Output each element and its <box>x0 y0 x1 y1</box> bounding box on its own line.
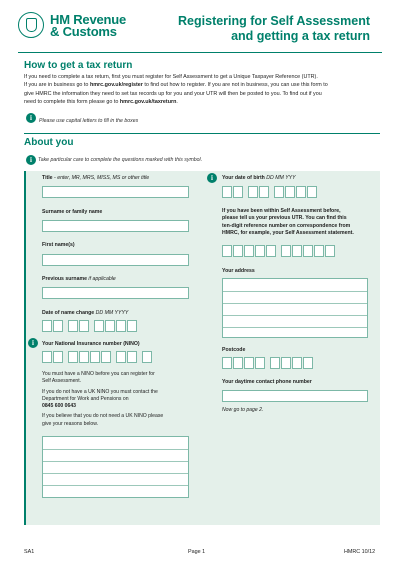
postcode-char-box[interactable] <box>303 357 313 369</box>
dob-digit-box[interactable] <box>285 186 295 198</box>
utr-digit-box[interactable] <box>325 245 335 257</box>
info-icon: i <box>207 173 217 183</box>
next-page-note: Now go to page 2. <box>222 407 264 413</box>
nino-guidance: You must have a NINO before you can register for Self Assessment. If you do not have a UK NINO you must contact the Department for Work and Pensions on 0845 600 0643 If you believe that you do not need a UK NINO please give your reasons below. <box>42 371 164 427</box>
logo-text-line1: HM Revenue <box>50 12 127 27</box>
dwp-phone-number: 0845 600 0643 <box>42 403 76 410</box>
postcode-char-box[interactable] <box>244 357 254 369</box>
date-name-change-label: Date of name change DD MM YYYY <box>42 310 129 316</box>
dob-digit-box[interactable] <box>296 186 306 198</box>
title-label: Title - enter, MR, MRS, MISS, MS or other title <box>42 175 150 181</box>
nino-char-box[interactable] <box>116 351 126 363</box>
dob-digit-box[interactable] <box>307 186 317 198</box>
previous-utr-guidance: If you have been within Self Assessment before, please tell us your previous UTR. You can find this ten-digit reference number on correspondence from HMRC, for example, your Self Assessment statement. <box>222 208 354 237</box>
about-you-heading: About you <box>24 137 74 148</box>
section-divider <box>24 133 380 134</box>
taxreturn-link[interactable]: hmrc.gov.uk/taxreturn <box>119 99 177 106</box>
capital-letters-note: Please use capital letters to fill in the boxes <box>39 118 139 124</box>
date-digit-box[interactable] <box>53 320 63 332</box>
register-link[interactable]: hmrc.gov.uk/register <box>89 82 143 89</box>
nino-char-box[interactable] <box>68 351 78 363</box>
intro-line-4: need to complete this form please go to hmrc.gov.uk/taxreturn. <box>24 99 178 106</box>
postcode-char-box[interactable] <box>233 357 243 369</box>
first-names-label: First name(s) <box>42 242 75 248</box>
dob-digit-box[interactable] <box>274 186 284 198</box>
nino-char-box[interactable] <box>101 351 111 363</box>
dob-digit-box[interactable] <box>222 186 232 198</box>
utr-digit-box[interactable] <box>314 245 324 257</box>
date-digit-box[interactable] <box>68 320 78 332</box>
nino-char-box[interactable] <box>90 351 100 363</box>
address-textarea[interactable] <box>222 278 368 338</box>
postcode-char-box[interactable] <box>281 357 291 369</box>
dob-digit-box[interactable] <box>259 186 269 198</box>
nino-char-box[interactable] <box>53 351 63 363</box>
crown-crest-icon <box>18 12 44 38</box>
no-nino-reasons-textarea[interactable] <box>42 436 189 498</box>
postcode-char-box[interactable] <box>255 357 265 369</box>
date-digit-box[interactable] <box>79 320 89 332</box>
dob-digit-box[interactable] <box>233 186 243 198</box>
footer-version: HMRC 10/12 <box>344 549 376 555</box>
logo-text-line2: & Customs <box>50 24 117 39</box>
dob-digit-box[interactable] <box>248 186 258 198</box>
dob-label: Your date of birth DD MM YYY <box>222 175 296 181</box>
nino-label: Your National Insurance number (NINO) <box>42 341 140 347</box>
utr-digit-box[interactable] <box>266 245 276 257</box>
footer-page-number: Page 1 <box>188 549 206 555</box>
postcode-char-box[interactable] <box>270 357 280 369</box>
about-you-form-panel <box>24 171 380 525</box>
document-title-line1: Registering for Self Assessment <box>178 14 370 28</box>
utr-digit-box[interactable] <box>222 245 232 257</box>
title-input[interactable] <box>42 186 189 198</box>
utr-digit-box[interactable] <box>303 245 313 257</box>
nino-char-box[interactable] <box>142 351 152 363</box>
nino-char-box[interactable] <box>79 351 89 363</box>
utr-digit-box[interactable] <box>233 245 243 257</box>
take-care-note: Take particular care to complete the questions marked with this symbol. <box>38 157 203 163</box>
nino-char-box[interactable] <box>42 351 52 363</box>
first-names-input[interactable] <box>42 254 189 266</box>
phone-input[interactable] <box>222 390 368 402</box>
document-title-line2: and getting a tax return <box>231 29 370 43</box>
intro-text <box>24 73 380 107</box>
utr-digit-box[interactable] <box>281 245 291 257</box>
info-icon: i <box>26 155 36 165</box>
postcode-char-box[interactable] <box>292 357 302 369</box>
utr-digit-box[interactable] <box>292 245 302 257</box>
nino-char-box[interactable] <box>127 351 137 363</box>
intro-line-3: give HMRC the information they need to set tax records up for you and your UTR will then be posted to you. To find out if you <box>24 90 322 97</box>
postcode-label: Postcode <box>222 347 246 353</box>
intro-line-2: If you are in business go to hmrc.gov.uk/register to find out how to register. If you are not in business, you can use this form to <box>24 82 328 89</box>
date-digit-box[interactable] <box>105 320 115 332</box>
header-divider <box>18 52 382 53</box>
footer-form-code: SA1 <box>24 549 35 555</box>
previous-surname-input[interactable] <box>42 287 189 299</box>
date-digit-box[interactable] <box>127 320 137 332</box>
date-digit-box[interactable] <box>42 320 52 332</box>
utr-digit-box[interactable] <box>255 245 265 257</box>
postcode-char-box[interactable] <box>222 357 232 369</box>
surname-input[interactable] <box>42 220 189 232</box>
info-icon: i <box>28 338 38 348</box>
address-label: Your address <box>222 268 255 274</box>
surname-label: Surname or family name <box>42 209 103 215</box>
utr-digit-box[interactable] <box>244 245 254 257</box>
intro-line-1: If you need to complete a tax return, first you must register for Self Assessment to get a Unique Taxpayer Reference (UTR). <box>24 74 318 80</box>
how-to-heading: How to get a tax return <box>24 60 133 71</box>
date-digit-box[interactable] <box>94 320 104 332</box>
phone-label: Your daytime contact phone number <box>222 379 312 385</box>
previous-surname-label: Previous surname if applicable <box>42 276 116 282</box>
info-icon: i <box>26 113 36 123</box>
date-digit-box[interactable] <box>116 320 126 332</box>
